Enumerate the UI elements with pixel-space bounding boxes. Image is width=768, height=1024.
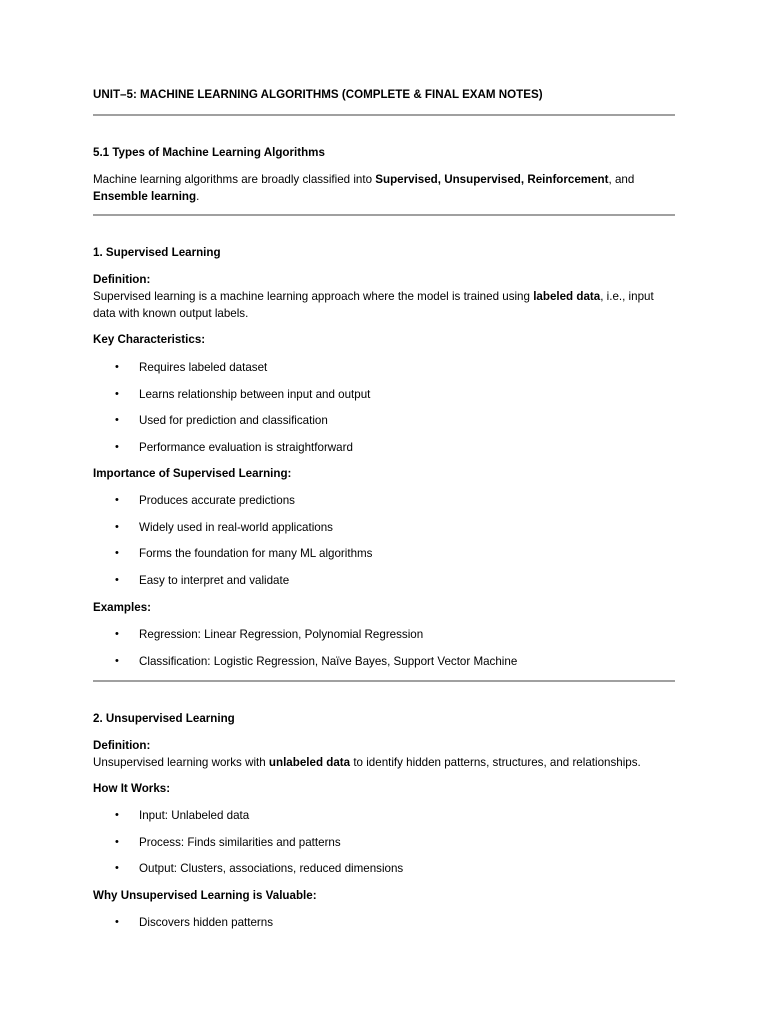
bullet-icon: • xyxy=(115,441,119,453)
definition-bold: labeled data xyxy=(533,290,601,303)
list-item-text: Easy to interpret and validate xyxy=(139,574,290,587)
list-item-text: Widely used in real-world applications xyxy=(139,521,333,534)
section-heading-unsupervised: 2. Unsupervised Learning xyxy=(93,712,235,725)
examples-label: Examples: xyxy=(93,601,151,614)
intro-bold-ensemble: Ensemble learning xyxy=(93,190,197,203)
list-item-text: Output: Clusters, associations, reduced dimensions xyxy=(139,862,404,875)
bullet-icon: • xyxy=(115,361,119,373)
list-item-text: Regression: Linear Regression, Polynomial Regression xyxy=(139,628,424,641)
horizontal-rule xyxy=(93,214,675,216)
intro-text-mid: , and xyxy=(608,173,635,186)
definition-text: Supervised learning is a machine learning approach where the model is trained using xyxy=(93,290,534,303)
bullet-icon: • xyxy=(115,809,119,821)
list-item-text: Used for prediction and classification xyxy=(139,414,328,427)
intro-text: Machine learning algorithms are broadly classified into xyxy=(93,173,376,186)
list-item-text: Process: Finds similarities and patterns xyxy=(139,836,341,849)
definition-paragraph xyxy=(93,754,671,771)
document-title: UNIT–5: MACHINE LEARNING ALGORITHMS (COMPLETE & FINAL EXAM NOTES) xyxy=(93,88,543,101)
bullet-icon: • xyxy=(115,547,119,559)
list-item-text: Forms the foundation for many ML algorithms xyxy=(139,547,373,560)
horizontal-rule xyxy=(93,680,675,682)
bullet-icon: • xyxy=(115,414,119,426)
importance-label: Importance of Supervised Learning: xyxy=(93,467,292,480)
horizontal-rule xyxy=(93,114,675,116)
bullet-icon: • xyxy=(115,916,119,928)
section-heading-types: 5.1 Types of Machine Learning Algorithms xyxy=(93,146,325,159)
definition-label: Definition: xyxy=(93,739,151,752)
bullet-icon: • xyxy=(115,574,119,586)
why-valuable-label: Why Unsupervised Learning is Valuable: xyxy=(93,889,317,902)
bullet-icon: • xyxy=(115,494,119,506)
definition-text-end: to identify hidden patterns, structures, and relationships. xyxy=(350,756,641,769)
list-item-text: Produces accurate predictions xyxy=(139,494,295,507)
list-item-text: Performance evaluation is straightforward xyxy=(139,441,353,454)
bullet-icon: • xyxy=(115,862,119,874)
bullet-icon: • xyxy=(115,388,119,400)
section-heading-supervised: 1. Supervised Learning xyxy=(93,246,221,259)
list-item-text: Input: Unlabeled data xyxy=(139,809,250,822)
definition-bold: unlabeled data xyxy=(268,756,351,769)
list-item-text: Classification: Logistic Regression, Naïve Bayes, Support Vector Machine xyxy=(139,655,518,668)
bullet-icon: • xyxy=(115,655,119,667)
definition-text-end: , i.e., input data with known output labels. xyxy=(93,290,654,320)
bullet-icon: • xyxy=(115,521,119,533)
list-item-text: Learns relationship between input and output xyxy=(139,388,371,401)
intro-bold-types: Supervised, Unsupervised, Reinforcement xyxy=(375,173,609,186)
bullet-icon: • xyxy=(115,628,119,640)
key-characteristics-label: Key Characteristics: xyxy=(93,333,206,346)
list-item-text: Requires labeled dataset xyxy=(139,361,268,374)
bullet-icon: • xyxy=(115,836,119,848)
intro-text-end: . xyxy=(196,190,200,203)
how-it-works-label: How It Works: xyxy=(93,782,171,795)
definition-label: Definition: xyxy=(93,273,151,286)
definition-paragraph xyxy=(93,288,671,322)
section-intro-paragraph xyxy=(93,171,671,205)
list-item-text: Discovers hidden patterns xyxy=(139,916,274,929)
definition-text: Unsupervised learning works with xyxy=(93,756,269,769)
